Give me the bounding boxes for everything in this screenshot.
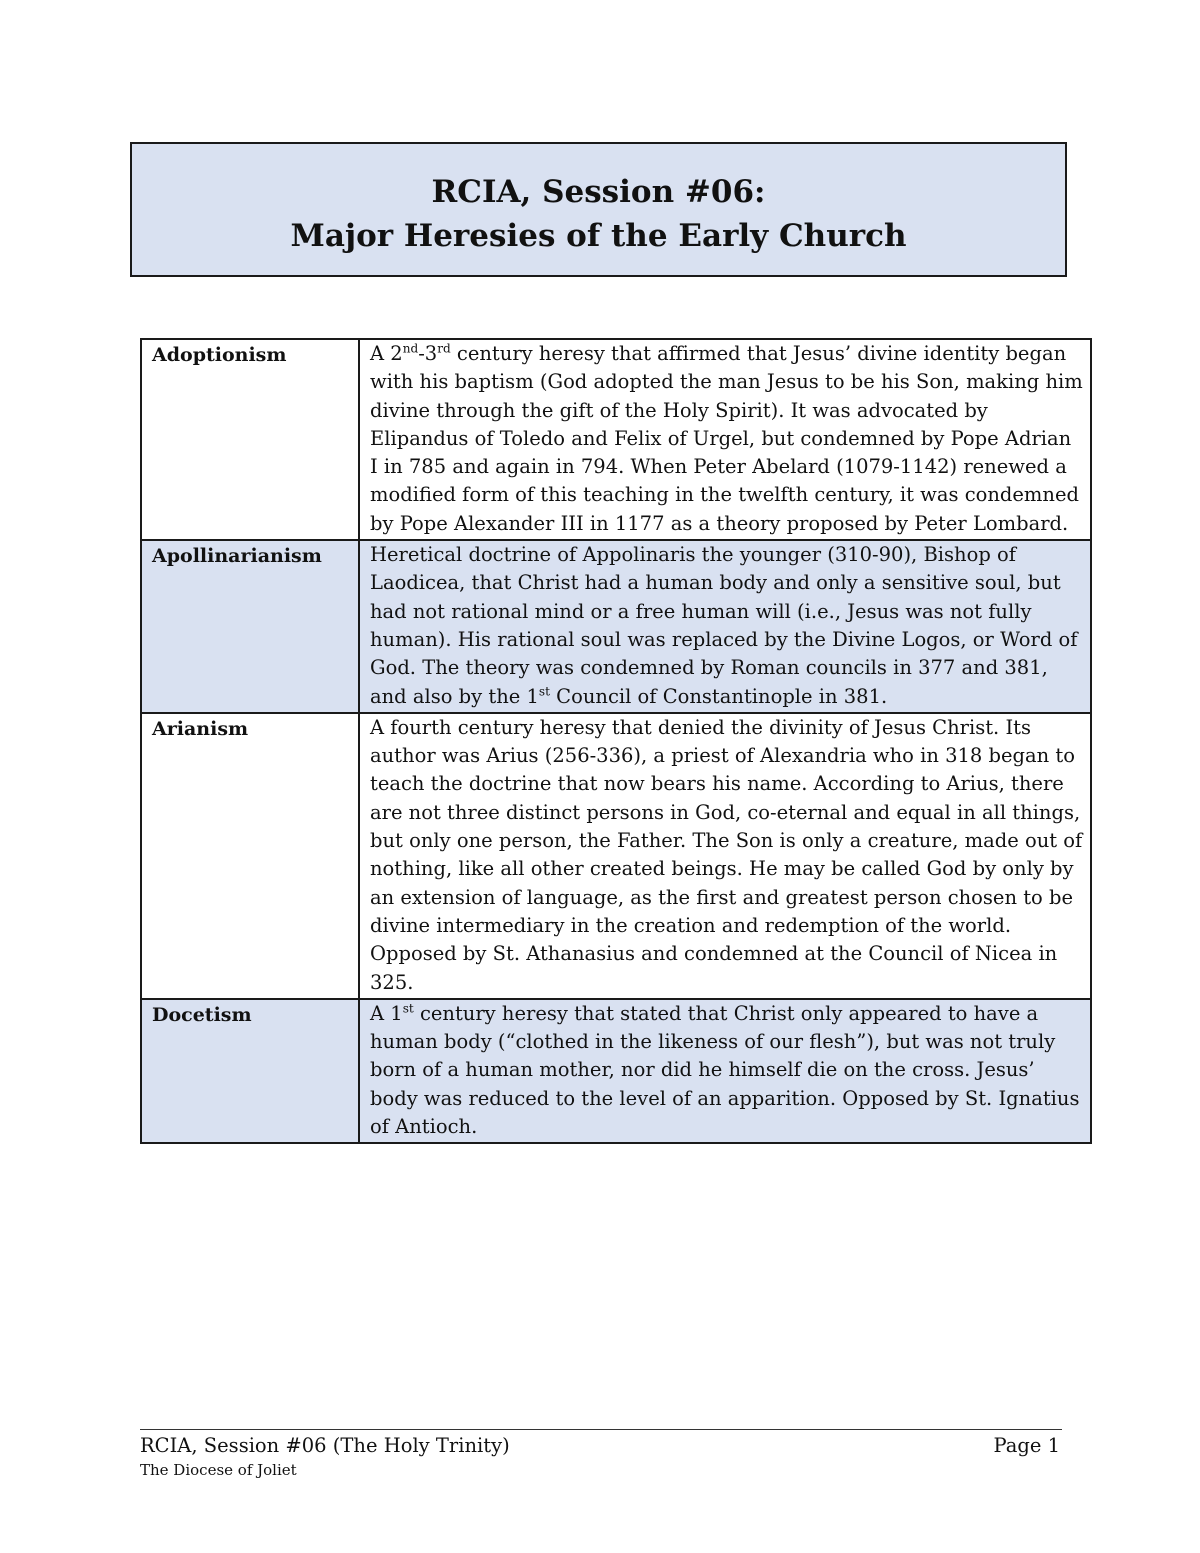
table-row — [141, 540, 1091, 713]
ordinal-suffix: nd — [402, 341, 419, 356]
heresy-description — [359, 999, 1091, 1143]
heresy-term: Apollinarianism — [141, 540, 359, 713]
table-row — [141, 713, 1091, 999]
heresy-term: Docetism — [141, 999, 359, 1143]
ordinal-suffix: st — [538, 684, 550, 699]
title-line-2: Major Heresies of the Early Church — [290, 218, 907, 254]
title-line-1: RCIA, Session #06: — [431, 174, 766, 210]
heresy-term: Adoptionism — [141, 339, 359, 540]
description-text: -3 — [418, 342, 438, 365]
description-text: century heresy that affirmed that Jesus’ divine identity began with his baptism (God adopted the man Jesus to be his Son, making him divine through the gift of the Holy Spirit). It was advocated by Elipandus of Toledo and Felix of Urgel, but condemned by Pope Adrian I in 785 and again in 794. When Peter Abelard (1079-1142) renewed a modified form of this teaching in the twelfth century, it was condemned by Pope Alexander III in 1177 as a theory proposed by Peter Lombard. — [370, 342, 1083, 535]
description-text: A fourth century heresy that denied the divinity of Jesus Christ. Its author was Arius (256-336), a priest of Alexandria who in 318 began to teach the doctrine that now bears his name. According to Arius, there are not three distinct persons in God, co-eternal and equal in all things, but only one person, the Father. The Son is only a creature, made out of nothing, like all other created beings. He may be called God by only by an extension of language, as the first and greatest person chosen to be divine intermediary in the creation and redemption of the world. Opposed by St. Athanasius and condemned at the Council of Nicea in 325. — [370, 715, 1083, 994]
description-text: A 1 — [370, 1001, 403, 1025]
footer-divider — [140, 1429, 1062, 1430]
table-row — [141, 339, 1091, 540]
heresy-description — [359, 339, 1091, 540]
description-text: Council of Constantinople in 381. — [549, 684, 888, 708]
footer-session-title: RCIA, Session #06 (The Holy Trinity) — [140, 1434, 510, 1457]
description-text: A 2 — [370, 342, 403, 365]
heresy-term: Arianism — [141, 713, 359, 999]
ordinal-suffix: st — [402, 1001, 414, 1016]
footer-diocese: The Diocese of Joliet — [140, 1461, 297, 1479]
title-box — [130, 142, 1067, 277]
heresy-description — [359, 713, 1091, 999]
heresy-description — [359, 540, 1091, 713]
heresies-table — [140, 338, 1092, 1144]
description-text: century heresy that stated that Christ only appeared to have a human body (“clothed in the likeness of our flesh”), but was not truly born of a human mother, nor did he himself die on the cross. Jesus’ body was reduced to the level of an apparition. Opposed by St. Ignatius of Antioch. — [370, 1001, 1080, 1139]
ordinal-suffix: rd — [437, 341, 451, 356]
description-text: Heretical doctrine of Appolinaris the younger (310-90), Bishop of Laodicea, that Christ had a human body and only a sensitive soul, but had not rational mind or a free human will (i.e., Jesus was not fully human). His rational soul was replaced by the Divine Logos, or Word of God. The theory was condemned by Roman councils in 377 and 381, and also by the 1 — [370, 543, 1078, 708]
footer-page-number: Page 1 — [993, 1434, 1060, 1457]
table-row — [141, 999, 1091, 1143]
